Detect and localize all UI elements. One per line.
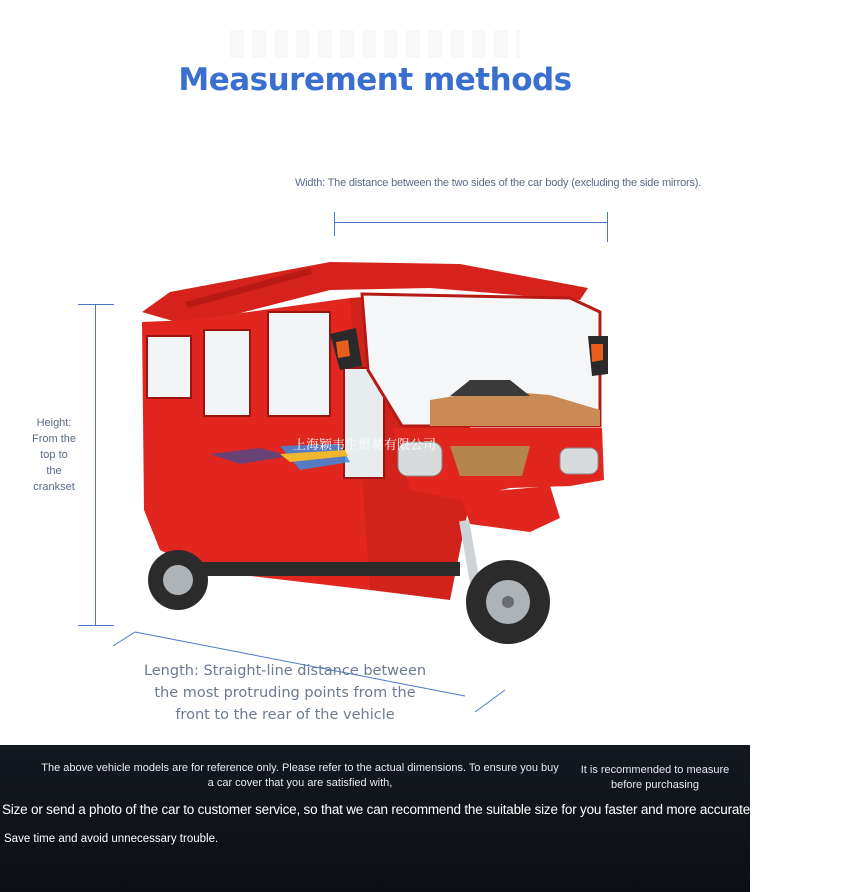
height-label-line: crankset bbox=[33, 481, 75, 493]
tricycle-image bbox=[130, 250, 620, 670]
width-guide-tick-left bbox=[334, 212, 335, 236]
height-guide-tick-top bbox=[78, 304, 114, 305]
length-label: Length: Straight-line distance between the most protruding points from the front to the rear of the vehicle bbox=[143, 663, 427, 723]
height-guide-line bbox=[95, 304, 96, 626]
height-label-line: From the bbox=[31, 433, 76, 445]
height-label bbox=[30, 415, 78, 495]
height-label-line: Height: bbox=[36, 417, 72, 429]
footer-instruction: Size or send a photo of the car to customer service, so that we can recommend the suitable size for you faster and more accurately, and also save bbox=[2, 802, 846, 817]
footer-closing: Save time and avoid unnecessary trouble. bbox=[4, 833, 219, 845]
width-label: Width: The distance between the two sides of the car body (excluding the side mirrors). bbox=[295, 177, 702, 189]
width-guide-tick-right bbox=[607, 212, 608, 242]
width-guide-line bbox=[335, 222, 608, 223]
height-label-line: the bbox=[46, 465, 62, 477]
page-title: Measurement methods bbox=[178, 62, 572, 98]
height-label-line: top to bbox=[40, 449, 68, 461]
image-watermark: 上海颖韦生贸易有限公司 bbox=[293, 437, 437, 452]
footer-notice bbox=[0, 745, 846, 892]
measure-recommendation: It is recommended to measure before purchasing bbox=[580, 764, 730, 791]
reference-notice: The above vehicle models are for reference only. Please refer to the actual dimensions. To ensure you buy a car cover that you are satisfied with, bbox=[41, 762, 559, 789]
faded-header-text bbox=[230, 30, 520, 58]
